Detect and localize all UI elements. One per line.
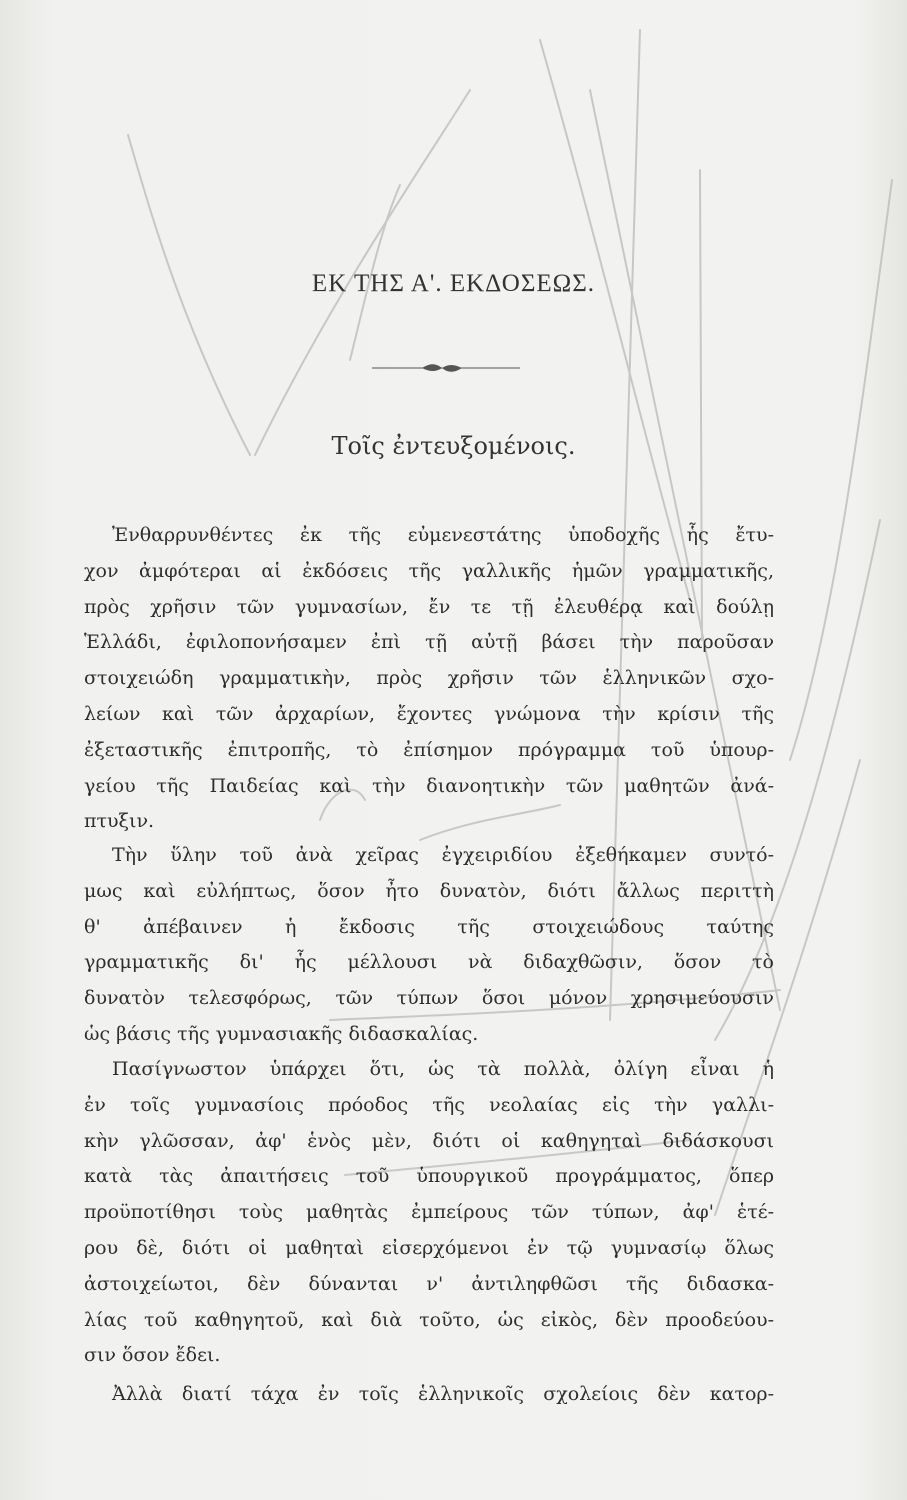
text-line: Ἀλλὰ διατί τάχα ἐν τοῖς ἑλληνικοῖς σχολείοις δὲν κατορ-: [112, 1383, 774, 1405]
text-line: λίας τοῦ καθηγητοῦ, καὶ διὰ τοῦτο, ὡς εἰκὸς, δὲν προοδεύου-: [84, 1308, 774, 1331]
text-line: πτυξιν.: [84, 810, 155, 833]
text-line: χον ἀμφότεραι αἱ ἐκδόσεις τῆς γαλλικῆς ἡμῶν γραμματικῆς,: [84, 559, 774, 582]
text-line: σιν ὅσον ἔδει.: [84, 1344, 221, 1367]
text-line: μως καὶ εὐλήπτως, ὅσον ἦτο δυνατὸν, διότι ἄλλως περιττὴ: [84, 879, 774, 902]
text-line: ἐν τοῖς γυμνασίοις πρόοδος τῆς νεολαίας εἰς τὴν γαλλι-: [84, 1093, 774, 1116]
body-paragraph-4: [84, 1377, 774, 1413]
text-line: Πασίγνωστον ὑπάρχει ὅτι, ὡς τὰ πολλὰ, ὀλίγη εἶναι ἡ: [112, 1058, 774, 1080]
ornament-divider: [372, 362, 520, 374]
text-line: πρὸς χρῆσιν τῶν γυμνασίων, ἔν τε τῇ ἐλευθέρᾳ καὶ δούλῃ: [84, 595, 774, 618]
text-line: ἐξεταστικῆς ἐπιτροπῆς, τὸ ἐπίσημον πρόγραμμα τοῦ ὑπουρ-: [84, 738, 774, 761]
text-line: κατὰ τὰς ἀπαιτήσεις τοῦ ὑπουργικοῦ προγράμματος, ὅπερ: [84, 1165, 774, 1188]
text-line: στοιχειώδη γραμματικὴν, πρὸς χρῆσιν τῶν ἑλληνικῶν σχο-: [84, 667, 774, 690]
text-line: ὡς βάσις τῆς γυμνασιακῆς διδασκαλίας.: [84, 1022, 479, 1045]
text-line: θ' ἀπέβαινεν ἡ ἔκδοσις τῆς στοιχειώδους ταύτης: [84, 915, 774, 938]
text-line: λείων καὶ τῶν ἀρχαρίων, ἔχοντες γνώμονα τὴν κρίσιν τῆς: [84, 702, 774, 725]
page-heading: ΕΚ ΤΗΣ Α'. ΕΚΔΟΣΕΩΣ.: [311, 270, 596, 297]
body-paragraph-2: [84, 838, 774, 1053]
text-line: προϋποτίθησι τοὺς μαθητὰς ἐμπείρους τῶν τύπων, ἀφ' ἑτέ-: [84, 1201, 774, 1224]
text-line: γραμματικῆς δι' ἧς μέλλουσι νὰ διδαχθῶσιν, ὅσον τὸ: [84, 951, 774, 974]
body-paragraph-1: [84, 518, 774, 840]
text-line: γείου τῆς Παιδείας καὶ τὴν διανοητικὴν τῶν μαθητῶν ἀνά-: [84, 774, 774, 797]
text-line: ρου δὲ, διότι οἱ μαθηταὶ εἰσερχόμενοι ἐν τῷ γυμνασίῳ ὅλως: [84, 1236, 774, 1259]
body-paragraph-3: [84, 1052, 774, 1374]
text-line: Ἑλλάδι, ἐφιλοπονήσαμεν ἐπὶ τῇ αὐτῇ βάσει τὴν παροῦσαν: [84, 631, 774, 654]
text-line: δυνατὸν τελεσφόρως, τῶν τύπων ὅσοι μόνον χρησιμεύουσιν: [84, 987, 774, 1010]
text-line: κὴν γλῶσσαν, ἀφ' ἑνὸς μὲν, διότι οἱ καθηγηταὶ διδάσκουσι: [84, 1129, 774, 1152]
text-line: ἀστοιχείωτοι, δὲν δύνανται ν' ἀντιληφθῶσι τῆς διδασκα-: [84, 1272, 774, 1295]
text-line: Τὴν ὕλην τοῦ ἀνὰ χεῖρας ἐγχειριδίου ἐξεθήκαμεν συντό-: [112, 844, 774, 866]
text-line: Ἐνθαρρυνθέντες ἐκ τῆς εὐμενεστάτης ὑποδοχῆς ἧς ἔτυ-: [112, 524, 774, 546]
section-subheading: Τοῖς ἐντευξομένοις.: [331, 432, 576, 460]
